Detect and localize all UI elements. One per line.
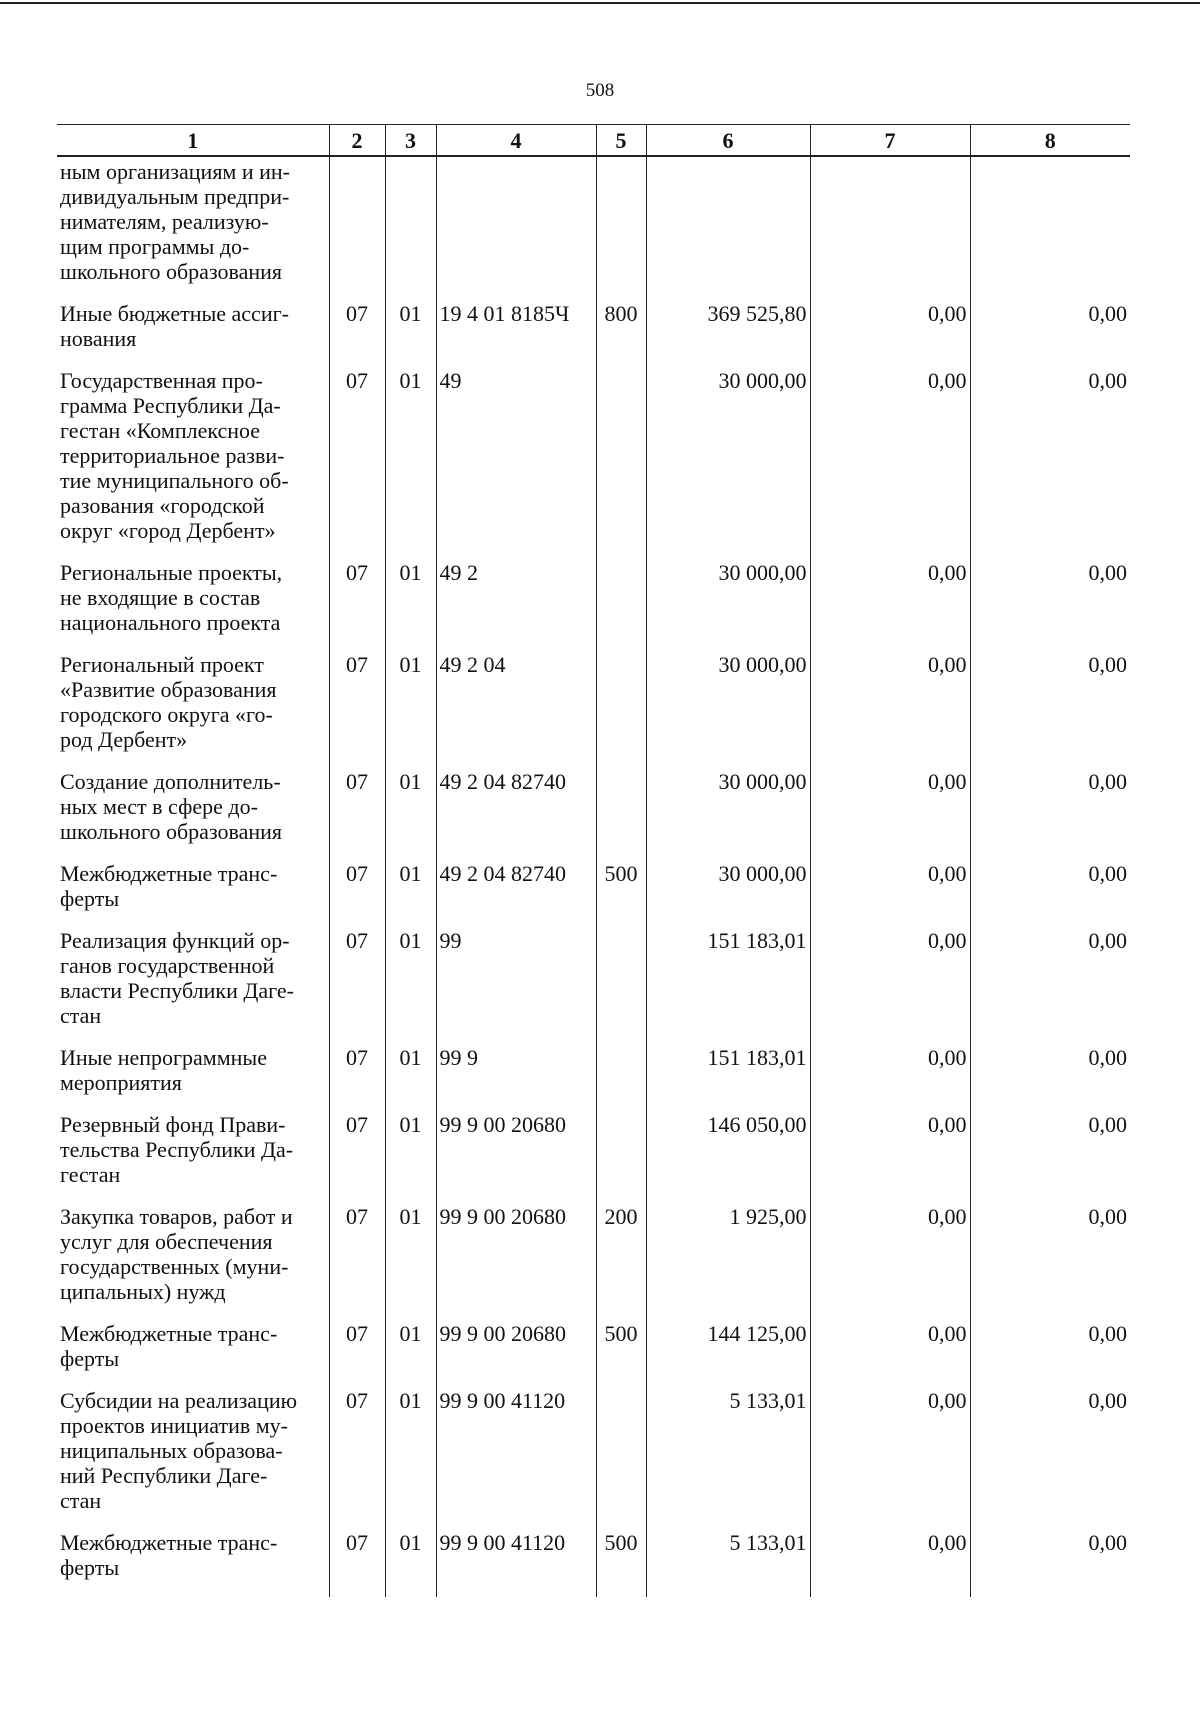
amount-col-7: 0,00 <box>810 1321 970 1388</box>
amount-col-6: 151 183,01 <box>646 1045 810 1112</box>
expense-type-code <box>596 156 646 301</box>
row-description: Региональный проект «Развитие образования городского округа «го- род Дербент» <box>60 652 277 752</box>
section-code: 07 <box>329 652 385 769</box>
amount-col-8: 0,00 <box>970 928 1130 1045</box>
section-code: 07 <box>329 928 385 1045</box>
expense-type-code <box>596 1388 646 1530</box>
expense-type-code <box>596 769 646 861</box>
target-article-code: 19 4 01 8185Ч <box>436 301 596 368</box>
target-article-code: 99 9 00 41120 <box>436 1388 596 1530</box>
expense-type-code <box>596 652 646 769</box>
subsection-code: 01 <box>385 1204 436 1321</box>
row-description: Субсидии на реализацию проектов инициатив му- ниципальных образова- ний Республики Даге- стан <box>60 1388 298 1513</box>
amount-col-6: 30 000,00 <box>646 769 810 861</box>
amount-col-8: 0,00 <box>970 301 1130 368</box>
table-row <box>57 1204 1130 1321</box>
row-description: Создание дополнитель- ных мест в сфере до- школьного образования <box>60 769 283 844</box>
amount-col-8: 0,00 <box>970 1530 1130 1597</box>
amount-col-6: 30 000,00 <box>646 861 810 928</box>
section-code: 07 <box>329 861 385 928</box>
table-row <box>57 301 1130 368</box>
section-code: 07 <box>329 560 385 652</box>
amount-col-6: 30 000,00 <box>646 652 810 769</box>
subsection-code: 01 <box>385 1112 436 1204</box>
col-header-6: 6 <box>646 125 810 157</box>
expense-type-code: 500 <box>596 1321 646 1388</box>
amount-col-8: 0,00 <box>970 1204 1130 1321</box>
amount-col-8 <box>970 156 1130 301</box>
subsection-code: 01 <box>385 652 436 769</box>
page-number: 508 <box>585 80 615 101</box>
section-code: 07 <box>329 1321 385 1388</box>
expense-type-code <box>596 1112 646 1204</box>
col-header-8: 8 <box>970 125 1130 157</box>
target-article-code: 99 9 00 20680 <box>436 1321 596 1388</box>
amount-col-6 <box>646 156 810 301</box>
subsection-code: 01 <box>385 769 436 861</box>
expense-type-code: 200 <box>596 1204 646 1321</box>
row-description: Резервный фонд Прави- тельства Республики Да- гестан <box>60 1112 294 1187</box>
amount-col-6: 1 925,00 <box>646 1204 810 1321</box>
col-header-2: 2 <box>329 125 385 157</box>
amount-col-8: 0,00 <box>970 1045 1130 1112</box>
subsection-code: 01 <box>385 1321 436 1388</box>
section-code: 07 <box>329 1112 385 1204</box>
target-article-code: 99 9 00 41120 <box>436 1530 596 1597</box>
table-row <box>57 652 1130 769</box>
expense-type-code: 500 <box>596 861 646 928</box>
amount-col-7: 0,00 <box>810 1388 970 1530</box>
row-description: Государственная про- грамма Республики Да- гестан «Комплексное территориальное разви- тие муниципального об- разования «городской округ «город Дербент» <box>60 368 289 543</box>
subsection-code: 01 <box>385 928 436 1045</box>
section-code: 07 <box>329 769 385 861</box>
amount-col-6: 5 133,01 <box>646 1388 810 1530</box>
table-row <box>57 156 1130 301</box>
row-description: Реализация функций ор- ганов государственной власти Республики Даге- стан <box>60 928 294 1028</box>
amount-col-7: 0,00 <box>810 861 970 928</box>
col-header-4: 4 <box>436 125 596 157</box>
subsection-code <box>385 156 436 301</box>
table-row <box>57 1112 1130 1204</box>
row-description: Межбюджетные транс- ферты <box>60 1321 278 1371</box>
amount-col-7: 0,00 <box>810 1045 970 1112</box>
table-row <box>57 560 1130 652</box>
amount-col-6: 144 125,00 <box>646 1321 810 1388</box>
section-code: 07 <box>329 368 385 560</box>
amount-col-7: 0,00 <box>810 652 970 769</box>
table-row <box>57 1388 1130 1530</box>
row-description: Иные непрограммные мероприятия <box>60 1045 267 1095</box>
amount-col-6: 151 183,01 <box>646 928 810 1045</box>
target-article-code: 49 2 04 82740 <box>436 861 596 928</box>
subsection-code: 01 <box>385 368 436 560</box>
section-code: 07 <box>329 301 385 368</box>
row-description: Иные бюджетные ассиг- нования <box>60 301 289 351</box>
subsection-code: 01 <box>385 861 436 928</box>
row-description: Межбюджетные транс- ферты <box>60 1530 278 1580</box>
amount-col-8: 0,00 <box>970 1112 1130 1204</box>
header-row <box>57 125 1130 157</box>
amount-col-8: 0,00 <box>970 861 1130 928</box>
row-description: Межбюджетные транс- ферты <box>60 861 278 911</box>
amount-col-7: 0,00 <box>810 1530 970 1597</box>
amount-col-7: 0,00 <box>810 769 970 861</box>
amount-col-8: 0,00 <box>970 1388 1130 1530</box>
target-article-code: 99 9 <box>436 1045 596 1112</box>
amount-col-8: 0,00 <box>970 368 1130 560</box>
subsection-code: 01 <box>385 301 436 368</box>
table-row <box>57 928 1130 1045</box>
col-header-7: 7 <box>810 125 970 157</box>
top-rule <box>0 2 1200 4</box>
target-article-code: 49 2 04 82740 <box>436 769 596 861</box>
amount-col-8: 0,00 <box>970 652 1130 769</box>
col-header-1: 1 <box>57 125 329 157</box>
amount-col-8: 0,00 <box>970 1321 1130 1388</box>
amount-col-7: 0,00 <box>810 560 970 652</box>
expense-type-code <box>596 560 646 652</box>
subsection-code: 01 <box>385 1045 436 1112</box>
budget-table <box>57 124 1130 1597</box>
target-article-code: 99 9 00 20680 <box>436 1204 596 1321</box>
target-article-code: 99 9 00 20680 <box>436 1112 596 1204</box>
section-code: 07 <box>329 1388 385 1530</box>
col-header-5: 5 <box>596 125 646 157</box>
section-code: 07 <box>329 1045 385 1112</box>
row-description: Региональные проекты, не входящие в состав национального проекта <box>60 560 283 635</box>
table-row <box>57 368 1130 560</box>
amount-col-8: 0,00 <box>970 560 1130 652</box>
target-article-code <box>436 156 596 301</box>
expense-type-code: 800 <box>596 301 646 368</box>
col-header-3: 3 <box>385 125 436 157</box>
expense-type-code: 500 <box>596 1530 646 1597</box>
amount-col-7: 0,00 <box>810 928 970 1045</box>
amount-col-8: 0,00 <box>970 769 1130 861</box>
target-article-code: 49 <box>436 368 596 560</box>
expense-type-code <box>596 928 646 1045</box>
row-description: ным организациям и ин- дивидуальным предпри- нимателям, реализую- щим программы до- школьного образования <box>60 159 291 284</box>
amount-col-7: 0,00 <box>810 368 970 560</box>
row-description: Закупка товаров, работ и услуг для обеспечения государственных (муни- ципальных) нужд <box>60 1204 293 1304</box>
subsection-code: 01 <box>385 1388 436 1530</box>
amount-col-6: 146 050,00 <box>646 1112 810 1204</box>
amount-col-7: 0,00 <box>810 301 970 368</box>
subsection-code: 01 <box>385 1530 436 1597</box>
section-code: 07 <box>329 1530 385 1597</box>
target-article-code: 49 2 04 <box>436 652 596 769</box>
target-article-code: 49 2 <box>436 560 596 652</box>
amount-col-7 <box>810 156 970 301</box>
amount-col-6: 30 000,00 <box>646 368 810 560</box>
amount-col-7: 0,00 <box>810 1204 970 1321</box>
table-row <box>57 1321 1130 1388</box>
table-row <box>57 769 1130 861</box>
amount-col-6: 5 133,01 <box>646 1530 810 1597</box>
expense-type-code <box>596 1045 646 1112</box>
amount-col-6: 369 525,80 <box>646 301 810 368</box>
section-code <box>329 156 385 301</box>
section-code: 07 <box>329 1204 385 1321</box>
target-article-code: 99 <box>436 928 596 1045</box>
table-row <box>57 861 1130 928</box>
table-row <box>57 1530 1130 1597</box>
table-row <box>57 1045 1130 1112</box>
amount-col-7: 0,00 <box>810 1112 970 1204</box>
amount-col-6: 30 000,00 <box>646 560 810 652</box>
expense-type-code <box>596 368 646 560</box>
subsection-code: 01 <box>385 560 436 652</box>
